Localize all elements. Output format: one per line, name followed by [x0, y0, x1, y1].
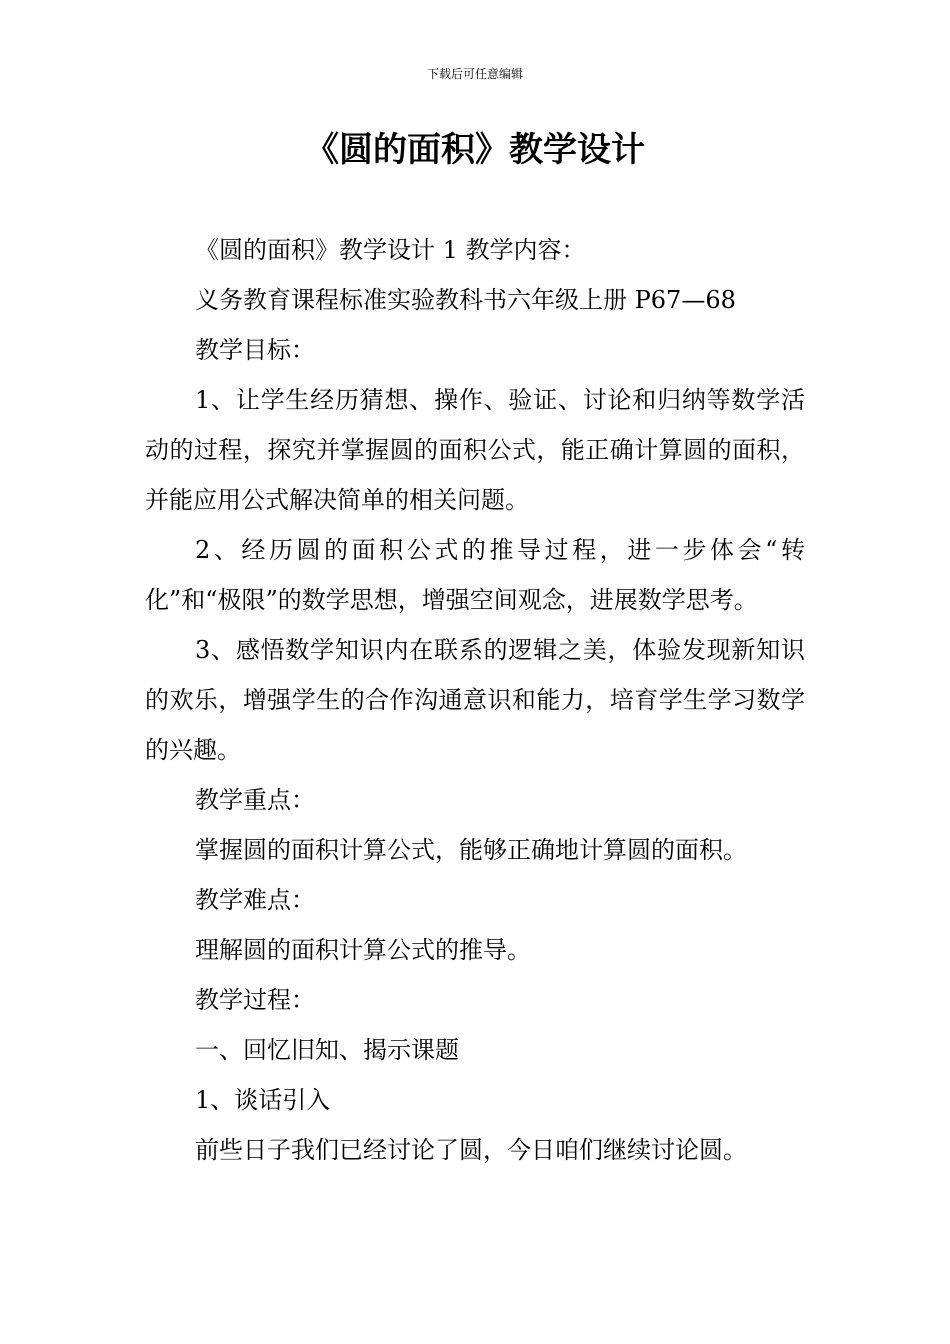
heading-objectives: 教学目标：: [195, 336, 315, 364]
heading-process: 教学过程：: [195, 986, 315, 1014]
section-review: 一、回忆旧知、揭示课题: [195, 1036, 459, 1064]
paragraph-objective-3: 3、感悟数学知识内在联系的逻辑之美，体验发现新知识的欢乐，增强学生的合作沟通意识和能力，培育学生学习数学的兴趣。: [145, 636, 805, 764]
document-title: 《圆的面积》教学设计: [305, 130, 645, 170]
paragraph-difficulties: 理解圆的面积计算公式的推导。: [195, 936, 531, 964]
paragraph-textbook: 义务教育课程标准实验教科书六年级上册 P67—68: [195, 286, 736, 314]
header-note: 下载后可任意编辑: [426, 67, 523, 81]
subsection-intro-talk: 1、谈话引入: [195, 1086, 331, 1114]
heading-key-points: 教学重点：: [195, 786, 315, 814]
paragraph-objective-2: 2、经历圆的面积公式的推导过程，进一步体会“转化”和“极限”的数学思想，增强空间观念，进展数学思考。: [145, 536, 805, 614]
paragraph-intro-talk: 前些日子我们已经讨论了圆，今日咱们继续讨论圆。: [195, 1136, 747, 1164]
document-body: [145, 225, 805, 1175]
heading-difficulties: 教学难点：: [195, 886, 315, 914]
paragraph-key-points: 掌握圆的面积计算公式，能够正确地计算圆的面积。: [195, 836, 747, 864]
paragraph-objective-1: 1、让学生经历猜想、操作、验证、讨论和归纳等数学活动的过程，探究并掌握圆的面积公式，能正确计算圆的面积，并能应用公式解决简单的相关问题。: [145, 386, 805, 514]
paragraph-intro: 《圆的面积》教学设计 1 教学内容：: [195, 236, 586, 264]
